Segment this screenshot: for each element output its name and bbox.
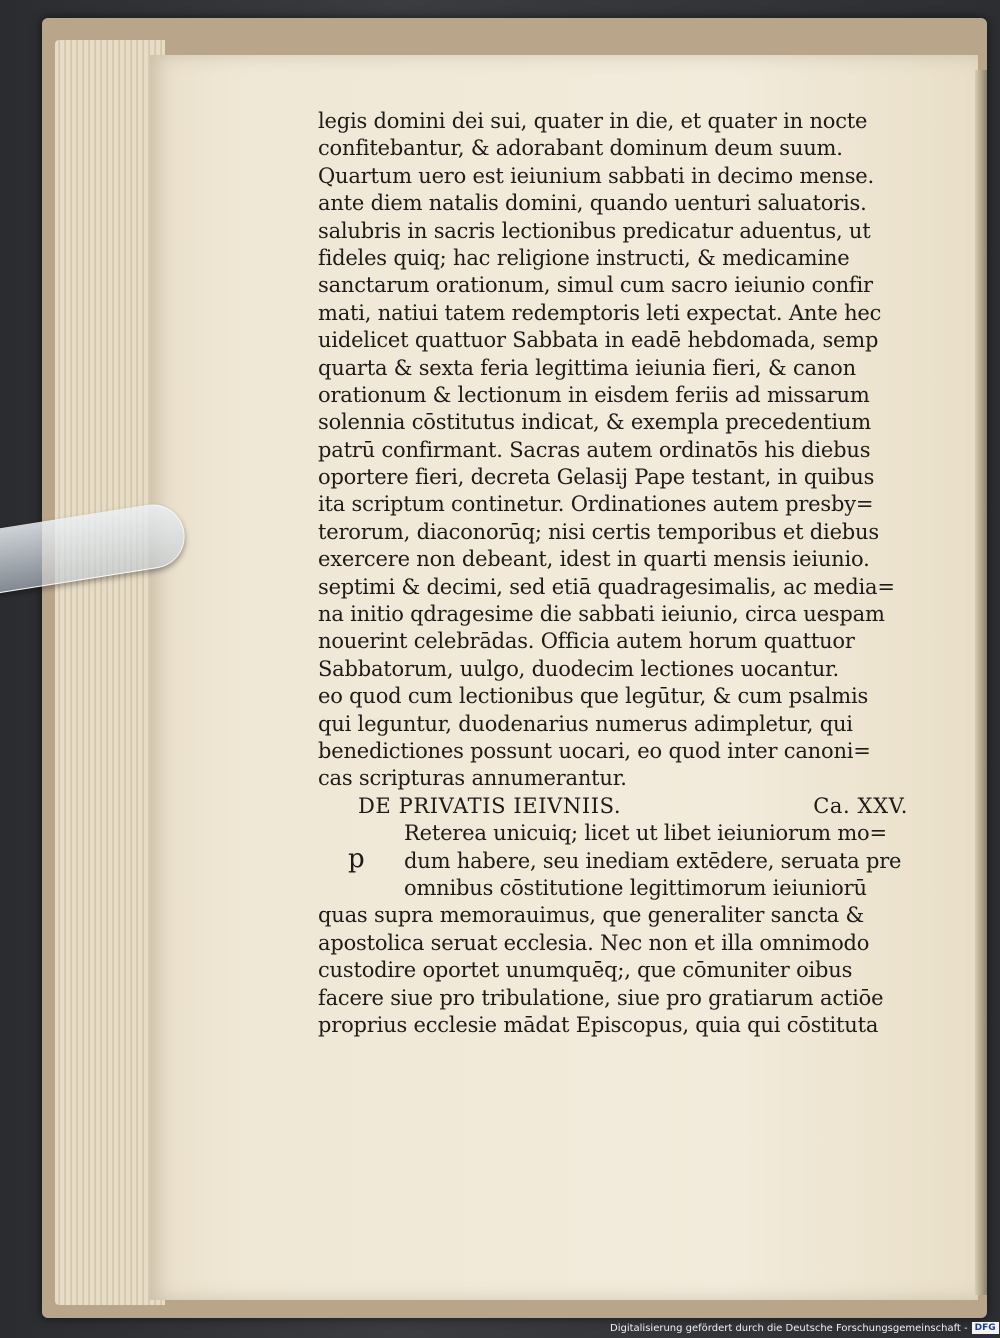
text-line: proprius ecclesie mādat Episcopus, quia qui cōstituta	[318, 1012, 879, 1037]
text-line: quas supra memorauimus, que generaliter sancta &	[318, 903, 864, 928]
text-line: custodire oportet unumquēq;, que cōmuniter oibus	[318, 958, 853, 983]
text-line: nouerint celebrādas. Officia autem horum quattuor	[318, 629, 855, 654]
text-line: sanctarum orationum, simul cum sacro ieiunio confir	[318, 273, 873, 298]
text-line: apostolica seruat ecclesia. Nec non et illa omnimodo	[318, 930, 870, 955]
text-line: eo quod cum lectionibus que legūtur, & cum psalmis	[318, 684, 869, 709]
indented-line: dum habere, seu inediam extēdere, seruata pre	[404, 848, 902, 873]
text-line: confitebantur, & adorabant dominum deum suum.	[318, 136, 843, 161]
indented-line: omnibus cōstitutione legittimorum ieiuniorū	[404, 875, 867, 900]
page-text	[318, 108, 918, 1039]
dfg-logo: DFG	[972, 1322, 999, 1334]
footer-text: Digitalisierung gefördert durch die Deutsche Forschungsgemeinschaft -	[610, 1322, 968, 1334]
text-line: patrū confirmant. Sacras autem ordinatōs his diebus	[318, 437, 871, 462]
text-line: Quartum uero est ieiunium sabbati in decimo mense.	[318, 163, 874, 188]
indented-line: Reterea unicuiq; licet ut libet ieiuniorum mo=	[404, 821, 887, 846]
text-line: ante diem natalis domini, quando uenturi saluatoris.	[318, 191, 867, 216]
text-line: solennia cōstitutus indicat, & exempla precedentium	[318, 410, 871, 435]
page-right-edge	[975, 70, 987, 1295]
text-line: benedictiones possunt uocari, eo quod inter canoni=	[318, 738, 871, 763]
text-line: mati, natiui tatem redemptoris leti expectat. Ante hec	[318, 300, 882, 325]
initial-letter: p	[348, 844, 365, 875]
text-line: ita scriptum continetur. Ordinationes autem presby=	[318, 492, 874, 517]
text-line: oportere fieri, decreta Gelasij Pape testant, in quibus	[318, 465, 875, 490]
text-line: na initio qdragesime die sabbati ieiunio, circa uespam	[318, 602, 885, 627]
text-line: quarta & sexta feria legittima ieiunia fieri, & canon	[318, 355, 856, 380]
text-line: Sabbatorum, uulgo, duodecim lectiones uocantur.	[318, 656, 840, 681]
text-line: septimi & decimi, sed etiā quadragesimalis, ac media=	[318, 574, 895, 599]
chapter-heading	[318, 793, 918, 820]
text-line: legis domini dei sui, quater in die, et quater in nocte	[318, 109, 868, 133]
chapter-opening	[318, 820, 918, 902]
page-edges	[55, 40, 165, 1305]
text-line: cas scripturas annumerantur.	[318, 766, 627, 791]
text-line: exercere non debeant, idest in quarti mensis ieiunio.	[318, 547, 870, 572]
text-line: uidelicet quattuor Sabbata in eadē hebdomada, semp	[318, 328, 879, 353]
heading-title: DE PRIVATIS IEIVNIIS.	[358, 793, 622, 818]
text-line: qui leguntur, duodenarius numerus adimpletur, qui	[318, 711, 853, 736]
text-line: salubris in sacris lectionibus predicatur aduentus, ut	[318, 218, 871, 243]
text-line: terorum, diaconorūq; nisi certis temporibus et diebus	[318, 519, 879, 544]
digitization-footer	[610, 1322, 999, 1334]
chapter-number: Ca. XXV.	[813, 793, 908, 818]
text-line: facere siue pro tribulatione, siue pro gratiarum actiōe	[318, 985, 884, 1010]
text-line: fideles quiq; hac religione instructi, & medicamine	[318, 245, 850, 270]
text-line: orationum & lectionum in eisdem feriis ad missarum	[318, 382, 870, 407]
